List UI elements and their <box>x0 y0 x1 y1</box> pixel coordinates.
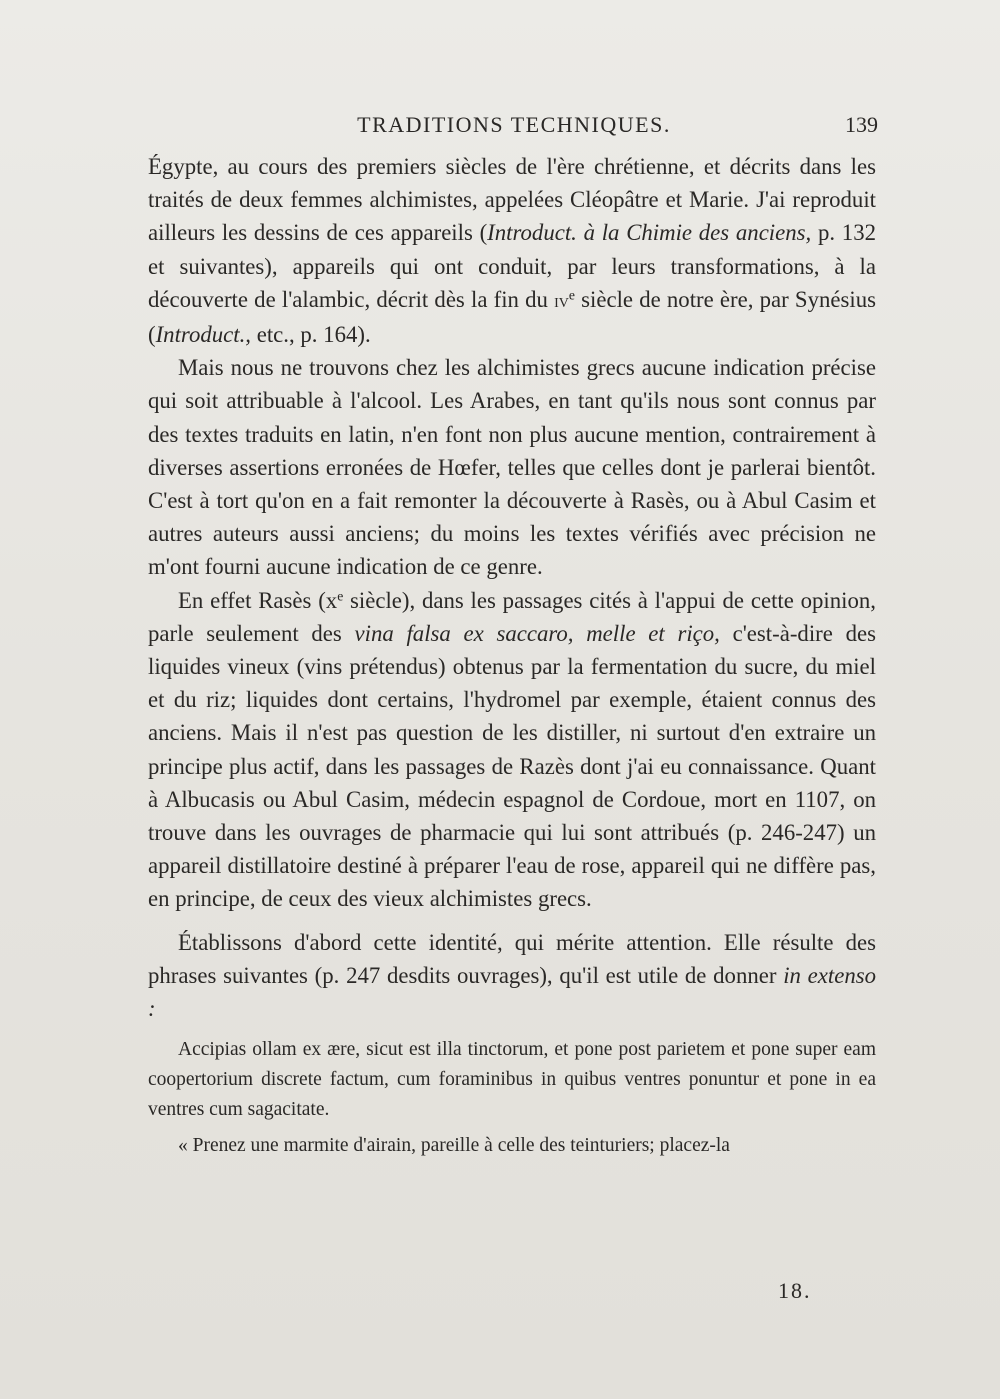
french-translation: « Prenez une marmite d'airain, pareille à celle des teinturiers; placez-la <box>178 1135 730 1157</box>
paragraph-3-text-c: c'est-à-dire des liquides vineux (vins prétendus) obtenus par la fermentation du sucre, du miel et du riz; liquides dont certains, l'hydromel par exemple, étaient connus des anciens. Mais il n'est pas question de les distiller, ni surtout d'en extraire un principe plus actif, dans les passages de Razès dont j'ai eu connaissance. Quant à Albucasis ou Abul Casim, médecin espagnol de Cordoue, mort en 1107, on trouve dans les ouvrages de pharmacie qui lui sont attribués (p. 246-247) un appareil distillatoire destiné à préparer l'eau de rose, appareil qui ne diffère pas, en principe, de ceux des vieux alchimistes grecs. <box>148 620 876 912</box>
page-header <box>150 112 878 142</box>
paragraph-3-text-b: siècle), dans les passages cités à l'appui de cette opinion, parle seulement des <box>148 587 876 646</box>
paragraph-1 <box>148 150 876 351</box>
paragraph-3-latin-phrase: vina falsa ex saccaro, melle et riço, <box>354 620 720 646</box>
paragraph-1-citation-a: Introduct. à la Chimie des anciens, <box>487 220 812 246</box>
running-title: TRADITIONS TECHNIQUES. <box>357 112 671 137</box>
paragraph-1-text-d: etc., p. 164). <box>251 322 371 348</box>
paragraph-4-italic: in extenso : <box>148 962 876 1022</box>
page-number: 139 <box>845 112 878 137</box>
paragraph-1-text-c: siècle de notre ère, par Synésius ( <box>148 286 876 348</box>
paragraph-2: Mais nous ne trouvons chez les alchimistes grecs aucune indication précise qui soit attribuable à l'alcool. Les Arabes, en tant qu'ils nous sont connus par des textes traduits en latin, n'en font non plus aucune mention, contrairement à diverses assertions erronées de Hœfer, telles que celles dont je parlerai bientôt. C'est à tort qu'on en a fait remonter la découverte à Rasès, ou à Abul Casim et autres auteurs aussi anciens; du moins les textes vérifiés avec précision ne m'ont fourni aucune indication de ce genre. <box>148 355 876 580</box>
century-numeral: iv <box>554 289 569 312</box>
paragraph-1-text-a: Égypte, au cours des premiers siècles de l'ère chrétienne, et décrits dans les traités de deux femmes alchimistes, appelées Cléopâtre et Marie. J'ai reproduit ailleurs les dessins de ces appareils ( <box>148 154 876 246</box>
century-superscript: e <box>568 287 575 303</box>
paragraph-4-text: Établissons d'abord cette identité, qui mérite attention. Elle résulte des phrases suivantes (p. 247 desdits ouvrages), qu'il est utile de donner <box>148 929 876 988</box>
paragraph-1-citation-b: Introduct., <box>155 322 251 348</box>
paragraph-3-superscript: e <box>337 588 344 604</box>
page-body <box>148 150 876 1161</box>
paragraph-3 <box>148 584 876 916</box>
paragraph-4 <box>148 926 876 1026</box>
paragraph-1-text-b: p. 132 et suivantes), appareils qui ont conduit, par leurs transformations, à la découverte de l'alambic, décrit dès la fin du <box>148 220 876 312</box>
signature-mark: 18. <box>778 1278 812 1303</box>
quote-gap <box>148 1025 876 1035</box>
section-gap <box>148 916 876 926</box>
paragraph-3-text-a: En effet Rasès (x <box>178 587 338 613</box>
latin-quotation: Accipias ollam ex ære, sicut est illa tinctorum, et pone post parietem et pone super eam coopertorium discrete factum, cum foraminibus in quibus ventres ponuntur et pone in ea ventres cum sagacitate. <box>148 1039 876 1121</box>
